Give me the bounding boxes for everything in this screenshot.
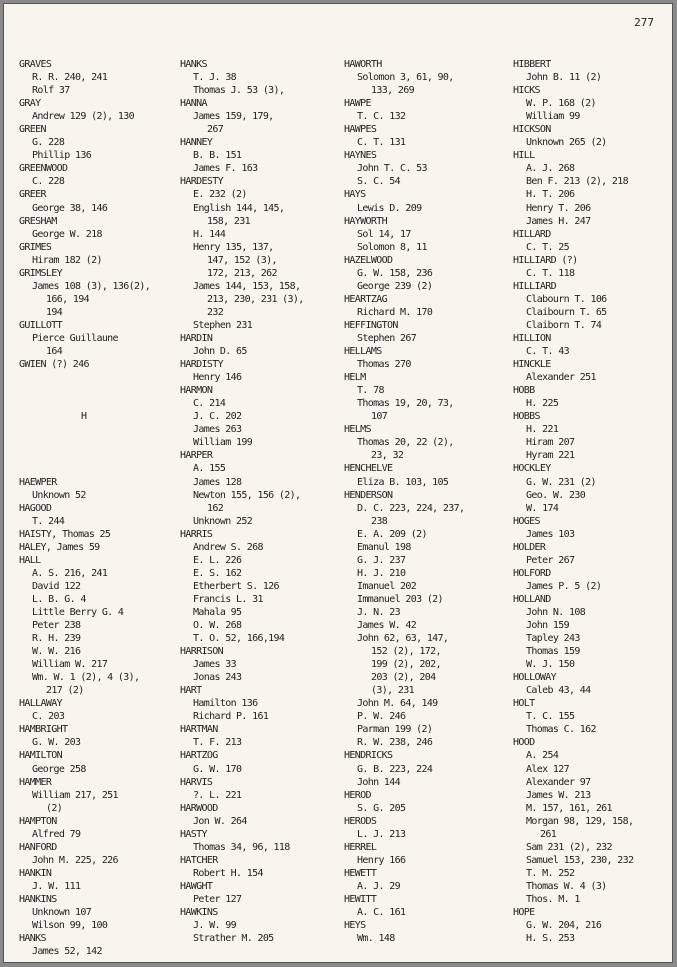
surname-heading: HAWORTH bbox=[344, 59, 382, 70]
given-name-entry: J. C. 202 bbox=[193, 411, 242, 423]
given-name-entry: Solomon 3, 61, 90, bbox=[357, 72, 454, 84]
given-name-entry: James 33 bbox=[193, 659, 236, 671]
surname-heading: HENDERSON bbox=[344, 489, 393, 501]
surname-heading: HOCKLEY bbox=[513, 463, 551, 475]
given-name-entry: Morgan 98, 129, 158, bbox=[526, 815, 634, 827]
given-name-entry: Unknown 107 bbox=[32, 907, 92, 919]
surname-heading: HILLIARD bbox=[513, 280, 556, 292]
surname-heading: GWIEN (?) 246 bbox=[19, 359, 89, 371]
given-name-entry: G. W. 231 (2) bbox=[526, 476, 596, 488]
surname-heading: HARTZOG bbox=[180, 750, 218, 762]
given-name-entry: H. T. 206 bbox=[526, 189, 575, 201]
given-name-entry: John N. 108 bbox=[526, 606, 586, 618]
given-name-entry: Henry 166 bbox=[357, 854, 406, 866]
surname-heading: GUILLOTT bbox=[19, 319, 62, 331]
given-name-entry: Alexander 97 bbox=[526, 776, 591, 788]
surname-heading: HALLAWAY bbox=[19, 698, 62, 710]
given-name-entry: Rolf 37 bbox=[32, 85, 70, 97]
surname-heading: HILLIARD (?) bbox=[513, 254, 578, 266]
given-name-entry: A. S. 216, 241 bbox=[32, 567, 108, 579]
page-ref-continuation: 152 (2), 172, bbox=[371, 646, 441, 658]
given-name-entry: G. 228 bbox=[32, 137, 65, 149]
given-name-entry: James 128 bbox=[193, 476, 242, 488]
given-name-entry: Unknown 265 (2) bbox=[526, 137, 607, 149]
given-name-entry: Peter 127 bbox=[193, 894, 242, 905]
page-ref-continuation: 107 bbox=[371, 411, 388, 423]
page-ref-continuation: 232 bbox=[207, 306, 224, 318]
page-ref-continuation: 194 bbox=[46, 306, 63, 318]
blank-line bbox=[19, 397, 150, 410]
given-name-entry: Hamilton 136 bbox=[193, 698, 258, 710]
given-name-entry: J. W. 99 bbox=[193, 920, 236, 932]
given-name-entry: C. T. 25 bbox=[526, 241, 569, 253]
surname-heading: HAGOOD bbox=[19, 502, 52, 514]
surname-heading: HAMBRIGHT bbox=[19, 724, 68, 736]
surname-heading: HARMON bbox=[180, 385, 213, 397]
surname-heading: HARRISON bbox=[180, 646, 223, 658]
given-name-entry: Hiram 182 (2) bbox=[32, 254, 102, 266]
page-ref-continuation: 217 (2) bbox=[46, 685, 84, 697]
given-name-entry: S. C. 54 bbox=[357, 176, 400, 188]
given-name-entry: Claibourn T. 65 bbox=[526, 306, 607, 318]
surname-heading: HAYS bbox=[344, 189, 366, 201]
given-name-entry: W. W. 216 bbox=[32, 646, 81, 658]
given-name-entry: G. J. 237 bbox=[357, 554, 406, 566]
given-name-entry: T. F. 213 bbox=[193, 737, 242, 749]
given-name-entry: O. W. 268 bbox=[193, 620, 242, 632]
given-name-entry: Jon W. 264 bbox=[193, 815, 247, 827]
page-number: 277 bbox=[634, 16, 654, 29]
given-name-entry: John 159 bbox=[526, 620, 569, 632]
surname-heading: HERODS bbox=[344, 815, 377, 827]
given-name-entry: J. N. 23 bbox=[357, 606, 400, 618]
surname-heading: HOLFORD bbox=[513, 567, 551, 579]
given-name-entry: T. 78 bbox=[357, 385, 384, 397]
given-name-entry: James 144, 153, 158, bbox=[193, 280, 301, 292]
given-name-entry: L. J. 213 bbox=[357, 828, 406, 840]
given-name-entry: Lewis D. 209 bbox=[357, 202, 422, 214]
given-name-entry: Solomon 8, 11 bbox=[357, 241, 427, 253]
given-name-entry: D. C. 223, 224, 237, bbox=[357, 502, 465, 514]
given-name-entry: R. R. 240, 241 bbox=[32, 72, 108, 84]
surname-heading: HOLDER bbox=[513, 541, 546, 553]
index-column-3 bbox=[344, 58, 464, 945]
given-name-entry: A. C. 161 bbox=[357, 907, 406, 919]
surname-heading: HICKS bbox=[513, 85, 540, 97]
page-ref-continuation: 213, 230, 231 (3), bbox=[207, 293, 304, 305]
given-name-entry: William 99 bbox=[526, 111, 580, 123]
surname-heading: HAWKINS bbox=[180, 907, 218, 919]
given-name-entry: Henry 135, 137, bbox=[193, 241, 274, 253]
blank-line bbox=[19, 371, 150, 384]
given-name-entry: Wm. W. 1 (2), 4 (3), bbox=[32, 672, 140, 684]
surname-heading: HAYNES bbox=[344, 150, 377, 162]
given-name-entry: James W. 42 bbox=[357, 620, 417, 632]
surname-heading: HEWETT bbox=[344, 867, 377, 879]
given-name-entry: Henry 146 bbox=[193, 372, 242, 384]
given-name-entry: H. 225 bbox=[526, 398, 559, 410]
given-name-entry: G. B. 223, 224 bbox=[357, 763, 433, 775]
given-name-entry: G. W. 170 bbox=[193, 763, 242, 775]
blank-line bbox=[19, 436, 150, 449]
given-name-entry: Wilson 99, 100 bbox=[32, 920, 108, 932]
given-name-entry: Richard P. 161 bbox=[193, 711, 269, 723]
given-name-entry: T. C. 132 bbox=[357, 111, 406, 123]
given-name-entry: Hiram 207 bbox=[526, 437, 575, 449]
page-ref-continuation: 158, 231 bbox=[207, 215, 250, 227]
given-name-entry: Strather M. 205 bbox=[193, 933, 274, 945]
given-name-entry: H. 221 bbox=[526, 424, 559, 436]
surname-heading: HOPE bbox=[513, 907, 535, 919]
given-name-entry: Thomas W. 4 (3) bbox=[526, 880, 607, 892]
given-name-entry: James 263 bbox=[193, 424, 242, 436]
index-column-1 bbox=[19, 58, 150, 958]
given-name-entry: Imanuel 202 bbox=[357, 580, 417, 592]
given-name-entry: W. P. 168 (2) bbox=[526, 98, 596, 110]
surname-heading: HARPER bbox=[180, 450, 213, 462]
given-name-entry: William W. 217 bbox=[32, 659, 108, 671]
surname-heading: HAWGHT bbox=[180, 880, 213, 892]
surname-heading: HEARTZAG bbox=[344, 293, 387, 305]
page-ref-continuation: 238 bbox=[371, 515, 388, 527]
given-name-entry: G. W. 203 bbox=[32, 737, 81, 749]
given-name-entry: Parman 199 (2) bbox=[357, 724, 433, 736]
given-name-entry: T. M. 252 bbox=[526, 867, 575, 879]
given-name-entry: John D. 65 bbox=[193, 346, 247, 358]
given-name-entry: John M. 64, 149 bbox=[357, 698, 438, 710]
surname-heading: GREEN bbox=[19, 124, 46, 136]
surname-heading: HANKIN bbox=[19, 867, 52, 879]
surname-heading: GRAY bbox=[19, 98, 41, 110]
surname-heading: GRESHAM bbox=[19, 215, 57, 227]
surname-heading: HAWPE bbox=[344, 98, 371, 110]
surname-heading: HOLLOWAY bbox=[513, 672, 556, 684]
given-name-entry: Unknown 252 bbox=[193, 515, 253, 527]
given-name-entry: T. 244 bbox=[32, 515, 65, 527]
given-name-entry: Sol 14, 17 bbox=[357, 228, 411, 240]
given-name-entry: H. 144 bbox=[193, 228, 226, 240]
surname-heading: HARDESTY bbox=[180, 176, 223, 188]
given-name-entry: John 62, 63, 147, bbox=[357, 633, 449, 645]
surname-heading: HANKS bbox=[19, 933, 46, 945]
given-name-entry: Andrew S. 268 bbox=[193, 541, 263, 553]
given-name-entry: Thomas 159 bbox=[526, 646, 580, 658]
surname-heading: HAISTY, Thomas 25 bbox=[19, 528, 111, 540]
surname-heading: HARVIS bbox=[180, 776, 213, 788]
surname-heading: HERREL bbox=[344, 841, 377, 853]
given-name-entry: Thomas 34, 96, 118 bbox=[193, 841, 290, 853]
given-name-entry: David 122 bbox=[32, 580, 81, 592]
surname-heading: HANNEY bbox=[180, 137, 213, 149]
surname-heading: HANFORD bbox=[19, 841, 57, 853]
surname-heading: HAMPTON bbox=[19, 815, 57, 827]
given-name-entry: Robert H. 154 bbox=[193, 867, 263, 879]
given-name-entry: George W. 218 bbox=[32, 228, 102, 240]
blank-line bbox=[19, 384, 150, 397]
given-name-entry: Peter 238 bbox=[32, 620, 81, 632]
surname-heading: GRIMES bbox=[19, 241, 52, 253]
page-ref-continuation: (2) bbox=[46, 802, 63, 814]
given-name-entry: C. T. 43 bbox=[526, 346, 569, 358]
given-name-entry: James F. 163 bbox=[193, 163, 258, 175]
given-name-entry: Peter 267 bbox=[526, 554, 575, 566]
given-name-entry: Francis L. 31 bbox=[193, 593, 263, 605]
given-name-entry: R. H. 239 bbox=[32, 633, 81, 645]
page-ref-continuation: 166, 194 bbox=[46, 293, 89, 305]
page-ref-continuation: 261 bbox=[540, 828, 557, 840]
page-ref-continuation: 162 bbox=[207, 502, 224, 514]
given-name-entry: William 217, 251 bbox=[32, 789, 118, 801]
surname-heading: HAWPES bbox=[344, 124, 377, 136]
surname-heading: HOLT bbox=[513, 698, 535, 710]
blank-line bbox=[19, 449, 150, 462]
surname-heading: HAZELWOOD bbox=[344, 254, 393, 266]
given-name-entry: P. W. 246 bbox=[357, 711, 406, 723]
page-ref-continuation: 199 (2), 202, bbox=[371, 659, 441, 671]
surname-heading: HEYS bbox=[344, 920, 366, 932]
surname-heading: HOBBS bbox=[513, 411, 540, 423]
given-name-entry: C. T. 131 bbox=[357, 137, 406, 149]
surname-heading: HAEWPER bbox=[19, 476, 57, 488]
given-name-entry: S. G. 205 bbox=[357, 802, 406, 814]
given-name-entry: A. 254 bbox=[526, 750, 559, 762]
surname-heading: HAMILTON bbox=[19, 750, 62, 762]
given-name-entry: A. 155 bbox=[193, 463, 226, 475]
given-name-entry: W. J. 150 bbox=[526, 659, 575, 671]
surname-heading: HELLAMS bbox=[344, 346, 382, 358]
given-name-entry: Emanul 198 bbox=[357, 541, 411, 553]
given-name-entry: James 52, 142 bbox=[32, 946, 102, 958]
given-name-entry: George 239 (2) bbox=[357, 280, 433, 292]
given-name-entry: E. A. 209 (2) bbox=[357, 528, 427, 540]
given-name-entry: John M. 225, 226 bbox=[32, 854, 118, 866]
given-name-entry: George 38, 146 bbox=[32, 202, 108, 214]
blank-line bbox=[19, 462, 150, 475]
given-name-entry: James H. 247 bbox=[526, 215, 591, 227]
given-name-entry: Newton 155, 156 (2), bbox=[193, 489, 301, 501]
given-name-entry: Alex 127 bbox=[526, 763, 569, 775]
page-ref-continuation: (3), 231 bbox=[371, 685, 414, 697]
surname-heading: HEROD bbox=[344, 789, 371, 801]
given-name-entry: Eliza B. 103, 105 bbox=[357, 476, 449, 488]
given-name-entry: Pierce Guillaune bbox=[32, 332, 118, 344]
surname-heading: HAYWORTH bbox=[344, 215, 387, 227]
index-page bbox=[3, 3, 673, 963]
given-name-entry: Alexander 251 bbox=[526, 372, 596, 384]
given-name-entry: Sam 231 (2), 232 bbox=[526, 841, 612, 853]
given-name-entry: Samuel 153, 230, 232 bbox=[526, 854, 634, 866]
given-name-entry: Geo. W. 230 bbox=[526, 489, 586, 501]
surname-heading: HOBB bbox=[513, 385, 535, 397]
given-name-entry: Thomas C. 162 bbox=[526, 724, 596, 736]
given-name-entry: Hyram 221 bbox=[526, 450, 575, 462]
given-name-entry: G. W. 204, 216 bbox=[526, 920, 602, 932]
index-column-4 bbox=[513, 58, 633, 945]
page-ref-continuation: 23, 32 bbox=[371, 450, 404, 462]
given-name-entry: Wm. 148 bbox=[357, 933, 395, 945]
surname-heading: HATCHER bbox=[180, 854, 218, 866]
given-name-entry: Thomas 20, 22 (2), bbox=[357, 437, 454, 449]
given-name-entry: L. B. G. 4 bbox=[32, 593, 86, 605]
given-name-entry: Richard M. 170 bbox=[357, 306, 433, 318]
surname-heading: GREENWOOD bbox=[19, 163, 68, 175]
given-name-entry: Immanuel 203 (2) bbox=[357, 593, 443, 605]
given-name-entry: English 144, 145, bbox=[193, 202, 285, 214]
page-ref-continuation: 172, 213, 262 bbox=[207, 267, 277, 279]
given-name-entry: Alfred 79 bbox=[32, 828, 81, 840]
given-name-entry: Caleb 43, 44 bbox=[526, 685, 591, 697]
given-name-entry: M. 157, 161, 261 bbox=[526, 802, 612, 814]
surname-heading: GRAVES bbox=[19, 59, 52, 70]
given-name-entry: John B. 11 (2) bbox=[526, 72, 602, 84]
given-name-entry: James 159, 179, bbox=[193, 111, 274, 123]
given-name-entry: W. 174 bbox=[526, 502, 559, 514]
surname-heading: GREER bbox=[19, 189, 46, 201]
given-name-entry: Little Berry G. 4 bbox=[32, 606, 124, 618]
given-name-entry: R. W. 238, 246 bbox=[357, 737, 433, 749]
surname-heading: HIBBERT bbox=[513, 59, 551, 70]
page-ref-continuation: 147, 152 (3), bbox=[207, 254, 277, 266]
given-name-entry: John T. C. 53 bbox=[357, 163, 427, 175]
given-name-entry: Etherbert S. 126 bbox=[193, 580, 279, 592]
given-name-entry: E. L. 226 bbox=[193, 554, 242, 566]
surname-heading: HARRIS bbox=[180, 528, 213, 540]
surname-heading: HANKS bbox=[180, 59, 207, 70]
index-column-2 bbox=[180, 58, 304, 945]
surname-heading: HARDIN bbox=[180, 332, 213, 344]
surname-heading: HOLLAND bbox=[513, 593, 551, 605]
given-name-entry: Ben F. 213 (2), 218 bbox=[526, 176, 629, 188]
surname-heading: GRIMSLEY bbox=[19, 267, 62, 279]
given-name-entry: T. O. 52, 166,194 bbox=[193, 633, 285, 645]
given-name-entry: Thomas J. 53 (3), bbox=[193, 85, 285, 97]
surname-heading: HILLARD bbox=[513, 228, 551, 240]
surname-heading: HELMS bbox=[344, 424, 371, 436]
page-ref-continuation: 133, 269 bbox=[371, 85, 414, 97]
surname-heading: HILLION bbox=[513, 332, 551, 344]
surname-heading: HEWITT bbox=[344, 894, 377, 905]
given-name-entry: B. B. 151 bbox=[193, 150, 242, 162]
given-name-entry: Stephen 231 bbox=[193, 319, 253, 331]
surname-heading: HANNA bbox=[180, 98, 207, 110]
given-name-entry: John 144 bbox=[357, 776, 400, 788]
surname-heading: HINCKLE bbox=[513, 359, 551, 371]
given-name-entry: Tapley 243 bbox=[526, 633, 580, 645]
given-name-entry: Stephen 267 bbox=[357, 332, 417, 344]
blank-line bbox=[19, 423, 150, 436]
given-name-entry: G. W. 158, 236 bbox=[357, 267, 433, 279]
given-name-entry: T. C. 155 bbox=[526, 711, 575, 723]
given-name-entry: H. S. 253 bbox=[526, 933, 575, 945]
given-name-entry: William 199 bbox=[193, 437, 253, 449]
given-name-entry: A. J. 268 bbox=[526, 163, 575, 175]
given-name-entry: Thomas 270 bbox=[357, 359, 411, 371]
surname-heading: HOOD bbox=[513, 737, 535, 749]
surname-heading: HICKSON bbox=[513, 124, 551, 136]
given-name-entry: James W. 213 bbox=[526, 789, 591, 801]
surname-heading: HOGES bbox=[513, 515, 540, 527]
given-name-entry: E. S. 162 bbox=[193, 567, 242, 579]
surname-heading: HART bbox=[180, 685, 202, 697]
surname-heading: HALEY, James 59 bbox=[19, 541, 100, 553]
given-name-entry: Henry T. 206 bbox=[526, 202, 591, 214]
surname-heading: HARWOOD bbox=[180, 802, 218, 814]
given-name-entry: C. T. 118 bbox=[526, 267, 575, 279]
surname-heading: HANKINS bbox=[19, 894, 57, 905]
given-name-entry: H. J. 210 bbox=[357, 567, 406, 579]
given-name-entry: J. W. 111 bbox=[32, 880, 81, 892]
given-name-entry: Thomas 19, 20, 73, bbox=[357, 398, 454, 410]
surname-heading: HEFFINGTON bbox=[344, 319, 398, 331]
surname-heading: HILL bbox=[513, 150, 535, 162]
given-name-entry: Andrew 129 (2), 130 bbox=[32, 111, 135, 123]
given-name-entry: T. J. 38 bbox=[193, 72, 236, 84]
surname-heading: HARTMAN bbox=[180, 724, 218, 736]
surname-heading: HENCHELVE bbox=[344, 463, 393, 475]
given-name-entry: James 103 bbox=[526, 528, 575, 540]
given-name-entry: Mahala 95 bbox=[193, 606, 242, 618]
given-name-entry: Jonas 243 bbox=[193, 672, 242, 684]
surname-heading: HARDISTY bbox=[180, 359, 223, 371]
given-name-entry: Unknown 52 bbox=[32, 489, 86, 501]
given-name-entry: A. J. 29 bbox=[357, 880, 400, 892]
given-name-entry: C. 228 bbox=[32, 176, 65, 188]
surname-heading: HENDRICKS bbox=[344, 750, 393, 762]
surname-heading: HELM bbox=[344, 372, 366, 384]
section-letter: H bbox=[81, 411, 87, 423]
given-name-entry: Claiborn T. 74 bbox=[526, 319, 602, 331]
page-ref-continuation: 267 bbox=[207, 124, 224, 136]
surname-heading: HAMMER bbox=[19, 776, 52, 788]
surname-heading: HASTY bbox=[180, 828, 207, 840]
given-name-entry: Thos. M. 1 bbox=[526, 894, 580, 905]
given-name-entry: Phillip 136 bbox=[32, 150, 92, 162]
given-name-entry: George 258 bbox=[32, 763, 86, 775]
given-name-entry: ?. L. 221 bbox=[193, 789, 242, 801]
given-name-entry: James 108 (3), 136(2), bbox=[32, 280, 151, 292]
page-ref-continuation: 203 (2), 204 bbox=[371, 672, 436, 684]
given-name-entry: E. 232 (2) bbox=[193, 189, 247, 201]
given-name-entry: Clabourn T. 106 bbox=[526, 293, 607, 305]
surname-heading: HALL bbox=[19, 554, 41, 566]
page-ref-continuation: 164 bbox=[46, 346, 63, 358]
given-name-entry: James P. 5 (2) bbox=[526, 580, 602, 592]
given-name-entry: C. 214 bbox=[193, 398, 226, 410]
given-name-entry: C. 203 bbox=[32, 711, 65, 723]
